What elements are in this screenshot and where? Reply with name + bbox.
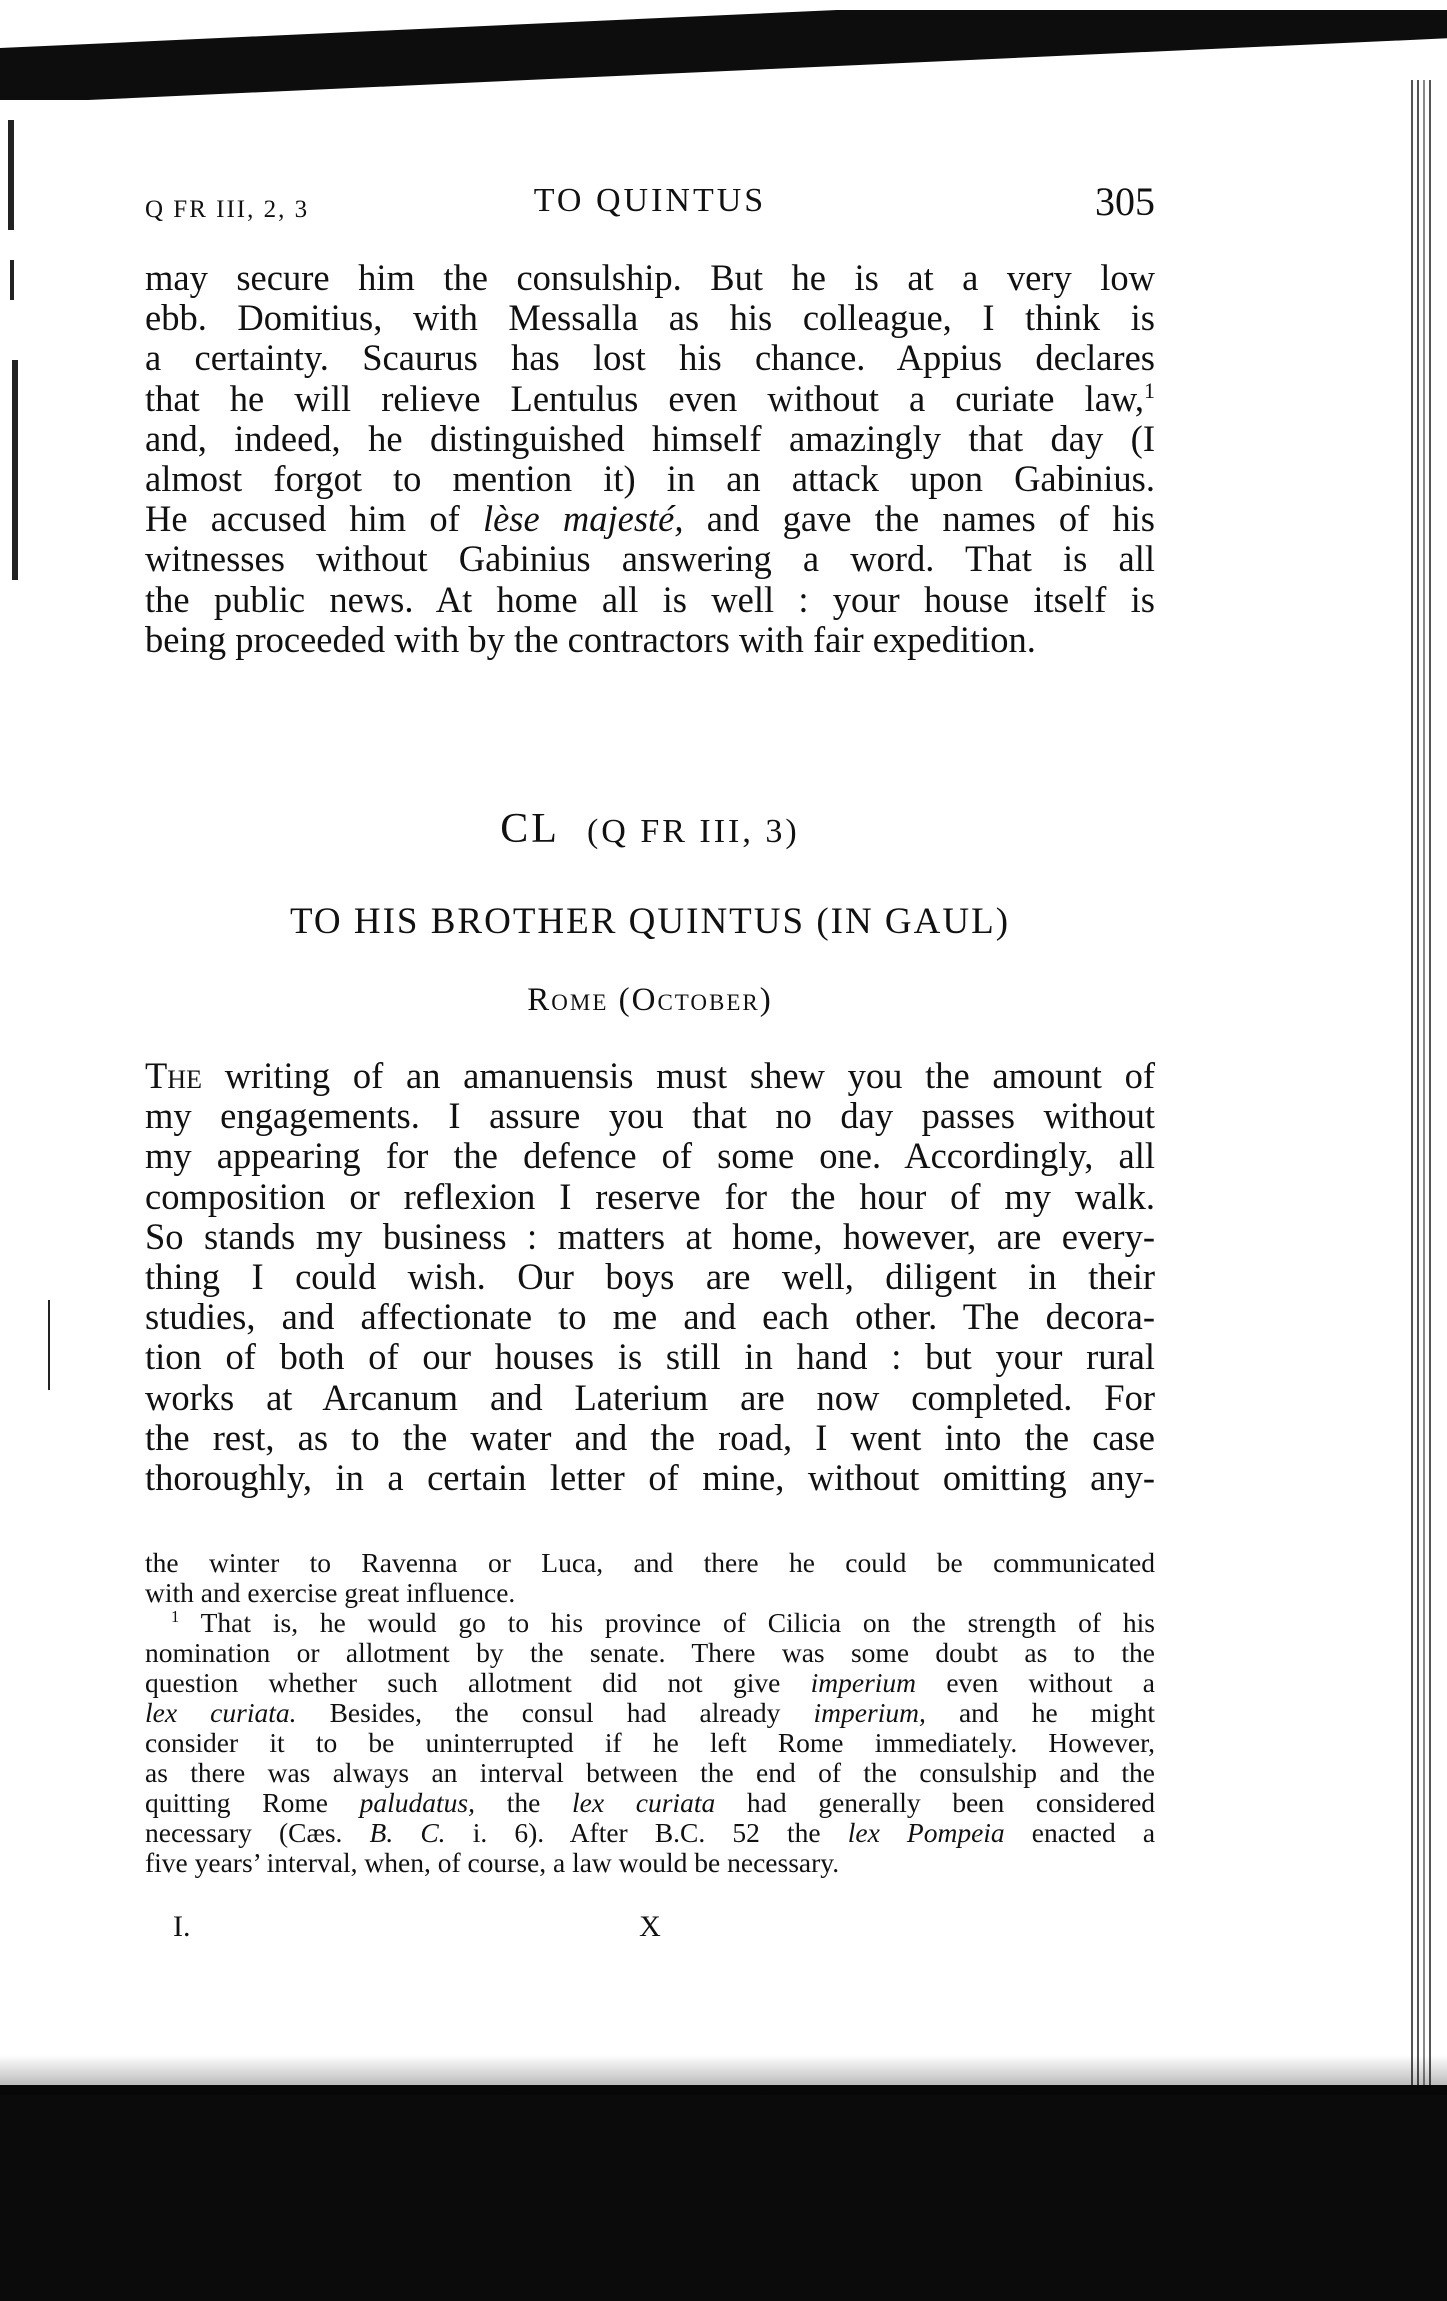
text-line: my engagements. I assure you that no day passes without xyxy=(145,1095,1155,1137)
text-line: He accused him of lèse majesté, and gave the names of his xyxy=(145,498,1156,540)
text-line: almost forgot to mention it) in an attack upon Gabinius. xyxy=(145,457,1155,499)
letter-number: CL xyxy=(500,806,560,852)
text-line: So stands my business : matters at home, however, are every- xyxy=(145,1215,1155,1257)
footnote-line: as there was always an interval between the end of the consulship and the xyxy=(145,1757,1155,1788)
text-line: my appearing for the defence of some one. Accordingly, all xyxy=(145,1135,1155,1177)
footnote-line: quitting Rome paludatus, the lex curiata had generally been considered xyxy=(145,1787,1156,1818)
text-line: works at Arcanum and Laterium are now completed. For xyxy=(145,1376,1155,1418)
footnotes xyxy=(145,1548,1155,1878)
letter-reference: (Q FR III, 3) xyxy=(586,813,800,850)
text-line: may secure him the consulship. But he is at a very low xyxy=(145,257,1155,298)
text-line: the rest, as to the water and the road, I went into the case xyxy=(145,1416,1155,1458)
text-line: a certainty. Scaurus has lost his chance. Appius declares xyxy=(145,337,1155,379)
letter-recipient: TO HIS BROTHER QUINTUS (IN GAUL) xyxy=(289,901,1011,942)
text-line: tion of both of our houses is still in hand : but your rural xyxy=(145,1336,1155,1378)
footnote-line: lex curiata. Besides, the consul had already imperium, and he might xyxy=(145,1697,1155,1728)
running-head xyxy=(145,179,1155,232)
text-line: that he will relieve Lentulus even without a curiate law,$^1$ xyxy=(145,377,1155,419)
text-line: being proceeded with by the contractors with fair expedition. xyxy=(145,618,1036,660)
letter-paragraph xyxy=(145,1056,1155,1498)
footnote-line: necessary (Cæs. B. C. i. 6). After B.C. 52 the lex Pompeia enacted a xyxy=(145,1817,1156,1848)
footnote-line: question whether such allotment did not give imperium even without a xyxy=(145,1667,1156,1698)
scan-right-edge xyxy=(1407,80,1447,2100)
running-head-title: TO QUINTUS xyxy=(533,182,767,219)
text-line: thing I could wish. Our boys are well, diligent in their xyxy=(145,1255,1155,1297)
text-line: ebb. Domitius, with Messalla as his colleague, I think is xyxy=(145,297,1155,339)
text-line: and, indeed, he distinguished himself amazingly that day (I xyxy=(145,417,1155,459)
scan-top-shadow xyxy=(0,0,1447,100)
signature-mark: X xyxy=(639,1910,661,1943)
text-line: witnesses without Gabinius answering a word. That is all xyxy=(145,538,1155,580)
running-head-reference: Q FR III, 2, 3 xyxy=(145,196,310,223)
text-line: thoroughly, in a certain letter of mine, without omitting any- xyxy=(145,1456,1155,1498)
footnote-line: consider it to be uninterrupted if he left Rome immediately. However, xyxy=(145,1727,1155,1758)
text-line: the public news. At home all is well : your house itself is xyxy=(145,578,1155,620)
footnote-line: $^1$ That is, he would go to his province of Cilicia on the strength of his xyxy=(171,1606,1155,1638)
text-line: composition or reflexion I reserve for the hour of my walk. xyxy=(145,1175,1155,1217)
footnote-ref: 1 xyxy=(1144,377,1155,403)
footnote-line: five years’ interval, when, of course, a law would be necessary. xyxy=(145,1847,840,1878)
footnote-line: with and exercise great influence. xyxy=(145,1577,516,1608)
text-line: The writing of an amanuensis must shew you the amount of xyxy=(145,1055,1156,1096)
footnote-number: 1 xyxy=(171,1606,180,1626)
page-number: 305 xyxy=(1095,179,1155,224)
continuation-paragraph xyxy=(145,258,1155,660)
scan-left-edge xyxy=(8,100,22,1150)
footnote-line: nomination or allotment by the senate. There was some doubt as to the xyxy=(145,1637,1155,1668)
signature-volume: I. xyxy=(173,1910,191,1943)
letter-place-date: Rome (October) xyxy=(527,982,773,1018)
letter-heading xyxy=(145,805,1155,853)
scan-bottom-shadow xyxy=(0,2085,1447,2301)
footnote-line: the winter to Ravenna or Luca, and there he could be communicated xyxy=(145,1547,1155,1578)
text-line: studies, and affectionate to me and each other. The decora- xyxy=(145,1296,1155,1338)
